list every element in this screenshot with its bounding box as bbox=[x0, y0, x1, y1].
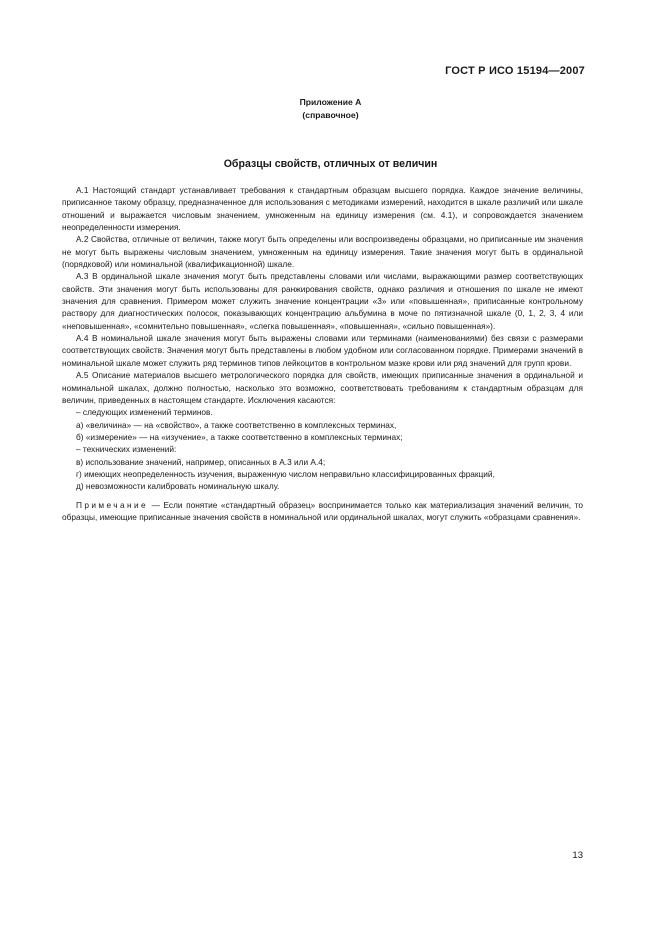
appendix-heading bbox=[0, 96, 661, 122]
list-item: д) невозможности калибровать номинальную шкалу. bbox=[76, 481, 280, 492]
exceptions-list bbox=[62, 406, 583, 492]
note-label: Примечание bbox=[76, 499, 149, 510]
paragraph-a3: А.3 В ординальной шкале значения могут быть представлены словами или числами, выражающими размер соответствующих свойств. Эти значения могут быть использованы для ранжирования свойств, однако различия и отношения по шкале не имеют значения для сравнения. Примером может служить значение концентрации «3» или «повышенная», приписанные контрольному раствору для диагностических полосок, показывающих концентрацию альбумина в моче по пятизначной шкале (0, 1, 2, 3, 4 или «неповышенная», «сомнительно повышенная», «слегка повышенная», «повышенная», «сильно повышенная»). bbox=[62, 271, 583, 331]
appendix-subtitle: (справочное) bbox=[302, 110, 359, 120]
list-item: г) имеющих неопределенность изучения, выраженную числом неправильно классифицированных фракций, bbox=[76, 468, 495, 479]
list-item: в) использование значений, например, описанных в А.3 или А.4; bbox=[76, 456, 326, 467]
list-item: – следующих изменений терминов. bbox=[76, 407, 213, 418]
note bbox=[62, 499, 583, 524]
paragraph-a1: А.1 Настоящий стандарт устанавливает требования к стандартным образцам высшего порядка. Каждое значение величины, приписанное такому образцу, предназначенное для использования с методиками измерений, находится в шкале различий или шкале отношений и выражается числовым значением, умноженным на единицу измерения (см. 4.1), и сопровождается значением неопределенности измерения. bbox=[62, 185, 583, 233]
section-title: Образцы свойств, отличных от величин bbox=[223, 158, 438, 170]
page-number: 13 bbox=[572, 850, 583, 861]
standard-header: ГОСТ Р ИСО 15194—2007 bbox=[445, 65, 585, 77]
appendix-title: Приложение А bbox=[299, 97, 362, 107]
document-body bbox=[62, 184, 583, 523]
note-text: — Если понятие «стандартный образец» воспринимается только как материализация значений величин, то образцы, имеющие приписанные значения свойств в номинальной или ординальной шкалах, могут служить «образцами сравнения». bbox=[62, 499, 583, 522]
list-item: б) «измерение» — на «изучение», а также соответственно в комплексных терминах; bbox=[76, 431, 403, 442]
paragraph-a2: А.2 Свойства, отличные от величин, также могут быть определены или воспроизведены образцами, но приписанные им значения не могут быть выражены числовым значением, умноженным на единицу измерения. Такие значения могут быть в ординальной (порядковой) или номинальной (квалификационной) шкале. bbox=[62, 234, 583, 270]
list-item: а) «величина» — на «свойство», а также соответственно в комплексных терминах, bbox=[76, 419, 397, 430]
paragraph-a5: А.5 Описание материалов высшего метрологического порядка для свойств, имеющих приписанные значения в ординальной и номинальной шкалах, должно полностью, насколько это возможно, соответствовать требованиям к стандартным образцам для величин, приведенных в настоящем стандарте. Исключения касаются: bbox=[62, 370, 583, 405]
list-item: – технических изменений: bbox=[76, 444, 177, 455]
paragraph-a4: А.4 В номинальной шкале значения могут быть выражены словами или терминами (наименованиями) без связи с размерами соответствующих свойств. Значения могут быть представлены в любом удобном или согласованном порядке. Примерами значений в номинальной шкале может служить ряд терминов типов лейкоцитов в контрольном мазке крови или ряд значений для групп крови. bbox=[62, 333, 583, 368]
